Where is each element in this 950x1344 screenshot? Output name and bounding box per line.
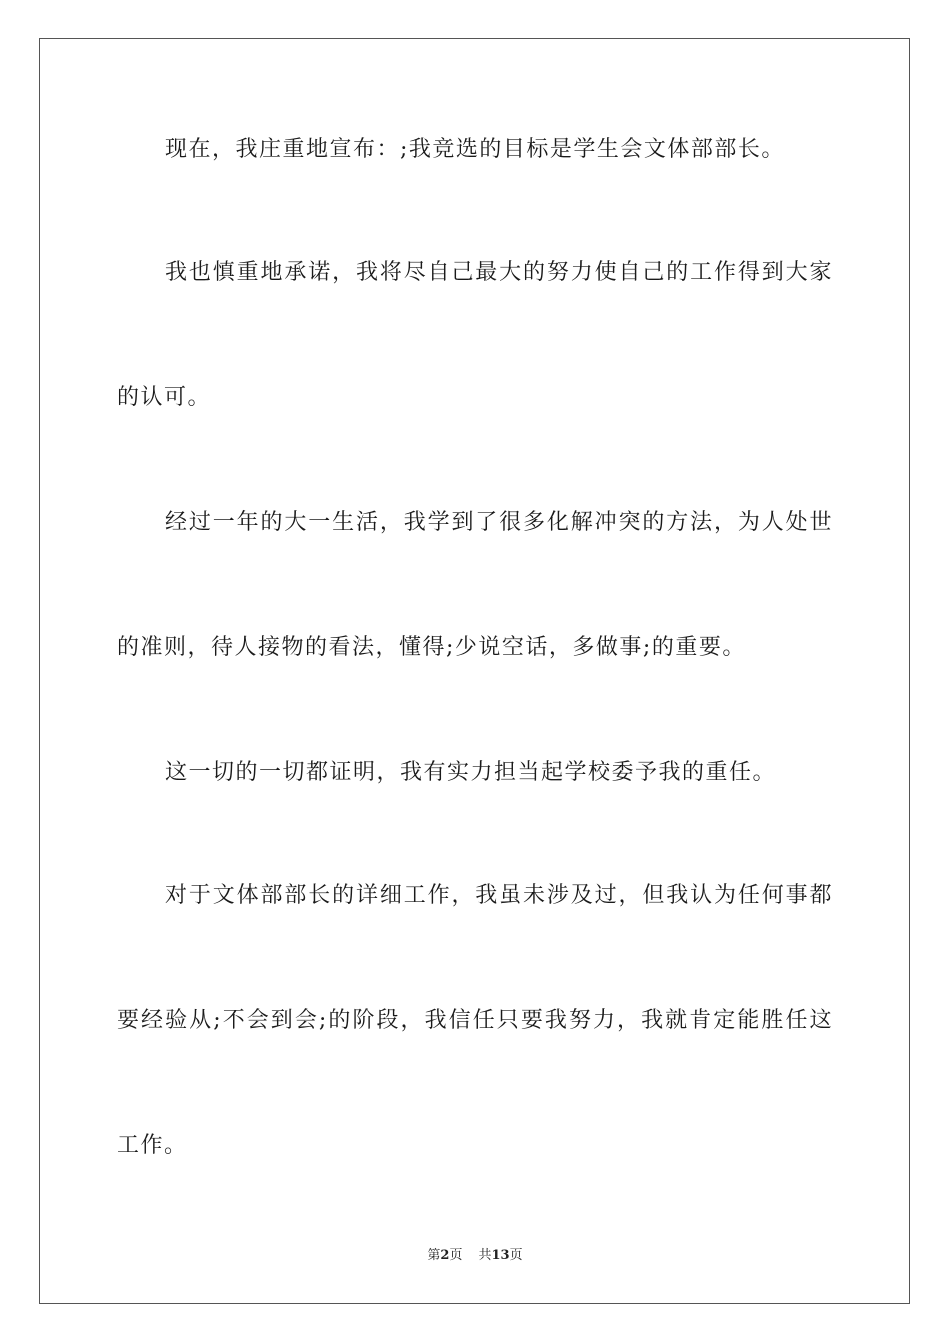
- paragraph-line: 现在，我庄重地宣布：;我竞选的目标是学生会文体部部长。: [165, 137, 785, 162]
- page-number: 2: [440, 1248, 450, 1263]
- paragraph-line: 的认可。: [117, 385, 212, 410]
- paragraph-line: 要经验从;不会到会;的阶段，我信任只要我努力，我就肯定能胜任这: [117, 1008, 833, 1033]
- paragraph-line: 工作。: [117, 1133, 188, 1158]
- paragraph-line: 经过一年的大一生活，我学到了很多化解冲突的方法，为人处世: [165, 510, 833, 535]
- page-footer: [0, 1247, 950, 1265]
- paragraph-line: 的准则，待人接物的看法，懂得;少说空话，多做事;的重要。: [117, 635, 746, 660]
- total-pages: 13: [491, 1248, 510, 1263]
- page-suffix: 页: [449, 1248, 463, 1263]
- page-prefix: 第: [427, 1248, 441, 1263]
- paragraph-line: 对于文体部部长的详细工作，我虽未涉及过，但我认为任何事都: [165, 883, 833, 908]
- paragraph-line: 这一切的一切都证明，我有实力担当起学校委予我的重任。: [165, 760, 777, 785]
- total-suffix: 页: [509, 1248, 523, 1263]
- total-prefix: 共: [478, 1248, 492, 1263]
- paragraph-line: 我也慎重地承诺，我将尽自己最大的努力使自己的工作得到大家: [165, 260, 833, 285]
- page-border: [39, 38, 910, 1304]
